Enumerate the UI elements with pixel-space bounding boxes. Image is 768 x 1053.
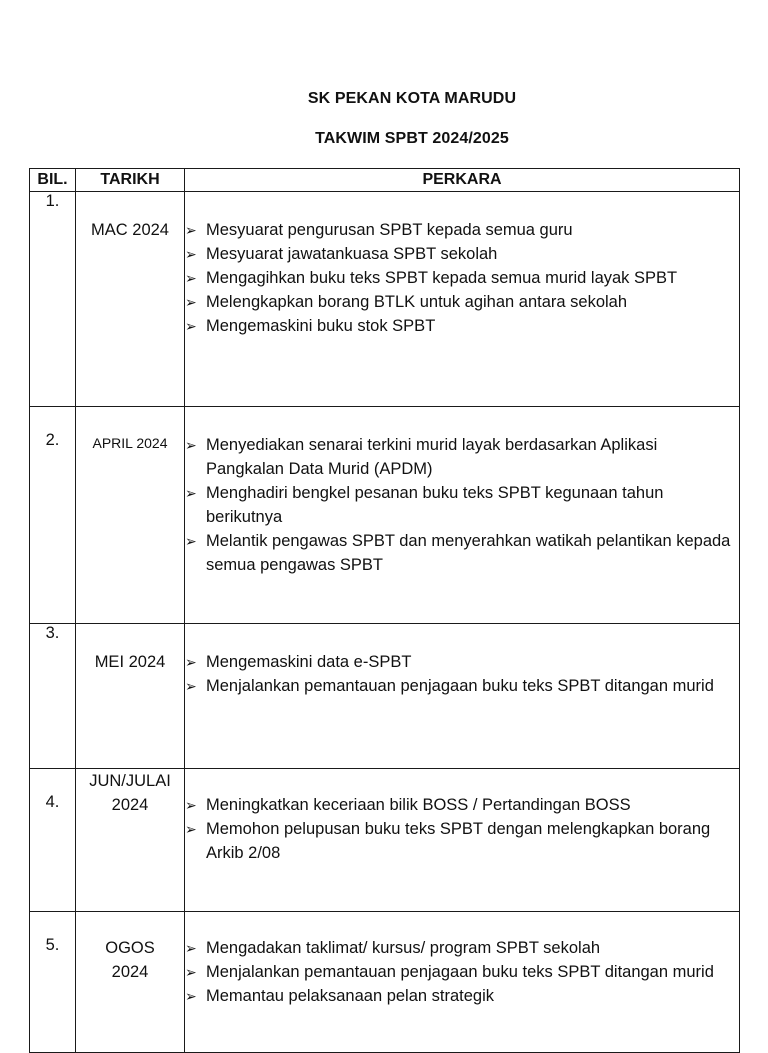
list-item xyxy=(185,266,739,290)
row-date xyxy=(76,407,185,624)
activity-text: Memohon pelupusan buku teks SPBT dengan melengkapkan borang Arkib 2/08 xyxy=(206,820,711,862)
list-item xyxy=(185,674,739,698)
activity-text: Mengagihkan buku teks SPBT kepada semua murid layak SPBT xyxy=(206,269,678,287)
school-name: SK PEKAN KOTA MARUDU xyxy=(307,90,517,107)
arrow-bullet-icon: ➢ xyxy=(185,821,197,837)
list-item xyxy=(185,218,739,242)
arrow-bullet-icon: ➢ xyxy=(185,222,197,238)
table-row xyxy=(30,912,740,1053)
row-date xyxy=(76,624,185,769)
table-row xyxy=(30,407,740,624)
list-item xyxy=(185,433,739,481)
list-item xyxy=(185,314,739,338)
list-item xyxy=(185,936,739,960)
list-item xyxy=(185,290,739,314)
row-number: 2. xyxy=(30,407,76,624)
activity-text: Mengemaskini buku stok SPBT xyxy=(206,317,436,335)
activity-text: Melantik pengawas SPBT dan menyerahkan watikah pelantikan kepada semua pengawas SPBT xyxy=(206,532,731,574)
activity-text: Mesyuarat pengurusan SPBT kepada semua guru xyxy=(206,221,573,239)
list-item xyxy=(185,960,739,984)
column-header-perkara: PERKARA xyxy=(185,169,740,192)
row-activities xyxy=(185,769,740,912)
arrow-bullet-icon: ➢ xyxy=(185,437,197,453)
list-item xyxy=(185,793,739,817)
row-number: 4. xyxy=(30,769,76,912)
row-date-line: MEI 2024 xyxy=(94,653,166,671)
row-date-line: 2024 xyxy=(111,796,149,814)
arrow-bullet-icon: ➢ xyxy=(185,246,197,262)
row-activities xyxy=(185,624,740,769)
row-date-line: APRIL 2024 xyxy=(92,435,168,451)
table-row xyxy=(30,769,740,912)
row-number: 3. xyxy=(30,624,76,769)
list-item xyxy=(185,984,739,1008)
arrow-bullet-icon: ➢ xyxy=(185,270,197,286)
list-item xyxy=(185,481,739,529)
row-activities xyxy=(185,192,740,407)
activity-text: Menyediakan senarai terkini murid layak berdasarkan Aplikasi Pangkalan Data Murid (APDM) xyxy=(206,436,658,478)
column-header-bil: BIL. xyxy=(30,169,76,192)
arrow-bullet-icon: ➢ xyxy=(185,797,197,813)
activity-list xyxy=(185,650,739,698)
arrow-bullet-icon: ➢ xyxy=(185,318,197,334)
row-activities xyxy=(185,407,740,624)
arrow-bullet-icon: ➢ xyxy=(185,964,197,980)
activity-list xyxy=(185,218,739,338)
list-item xyxy=(185,650,739,674)
table-header-row xyxy=(30,169,740,192)
activity-text: Mesyuarat jawatankuasa SPBT sekolah xyxy=(206,245,498,263)
table-row xyxy=(30,624,740,769)
list-item xyxy=(185,529,739,577)
row-date-line: JUN/JULAI xyxy=(89,772,171,790)
arrow-bullet-icon: ➢ xyxy=(185,533,197,549)
row-date xyxy=(76,192,185,407)
row-date-line: OGOS xyxy=(105,939,155,957)
activity-text: Melengkapkan borang BTLK untuk agihan antara sekolah xyxy=(206,293,628,311)
list-item xyxy=(185,817,739,865)
activity-text: Menjalankan pemantauan penjagaan buku teks SPBT ditangan murid xyxy=(206,963,714,981)
activity-text: Menghadiri bengkel pesanan buku teks SPBT kegunaan tahun berikutnya xyxy=(206,484,664,526)
activity-text: Mengadakan taklimat/ kursus/ program SPBT sekolah xyxy=(206,939,601,957)
row-activities xyxy=(185,912,740,1053)
row-number: 1. xyxy=(30,192,76,407)
arrow-bullet-icon: ➢ xyxy=(185,940,197,956)
activity-list xyxy=(185,793,739,865)
activity-text: Menjalankan pemantauan penjagaan buku teks SPBT ditangan murid xyxy=(206,677,714,695)
activity-list xyxy=(185,936,739,1008)
document-title: TAKWIM SPBT 2024/2025 xyxy=(315,130,509,147)
row-number: 5. xyxy=(30,912,76,1053)
activity-text: Meningkatkan keceriaan bilik BOSS / Pertandingan BOSS xyxy=(206,796,631,814)
arrow-bullet-icon: ➢ xyxy=(185,678,197,694)
column-header-tarikh: TARIKH xyxy=(76,169,185,192)
arrow-bullet-icon: ➢ xyxy=(185,485,197,501)
activity-text: Mengemaskini data e-SPBT xyxy=(206,653,412,671)
list-item xyxy=(185,242,739,266)
table-row xyxy=(30,192,740,407)
row-date xyxy=(76,769,185,912)
arrow-bullet-icon: ➢ xyxy=(185,988,197,1004)
arrow-bullet-icon: ➢ xyxy=(185,294,197,310)
row-date-line: 2024 xyxy=(111,963,149,981)
arrow-bullet-icon: ➢ xyxy=(185,654,197,670)
activity-list xyxy=(185,433,739,577)
takwim-table xyxy=(29,168,740,1053)
activity-text: Memantau pelaksanaan pelan strategik xyxy=(206,987,495,1005)
row-date xyxy=(76,912,185,1053)
row-date-line: MAC 2024 xyxy=(91,221,169,239)
